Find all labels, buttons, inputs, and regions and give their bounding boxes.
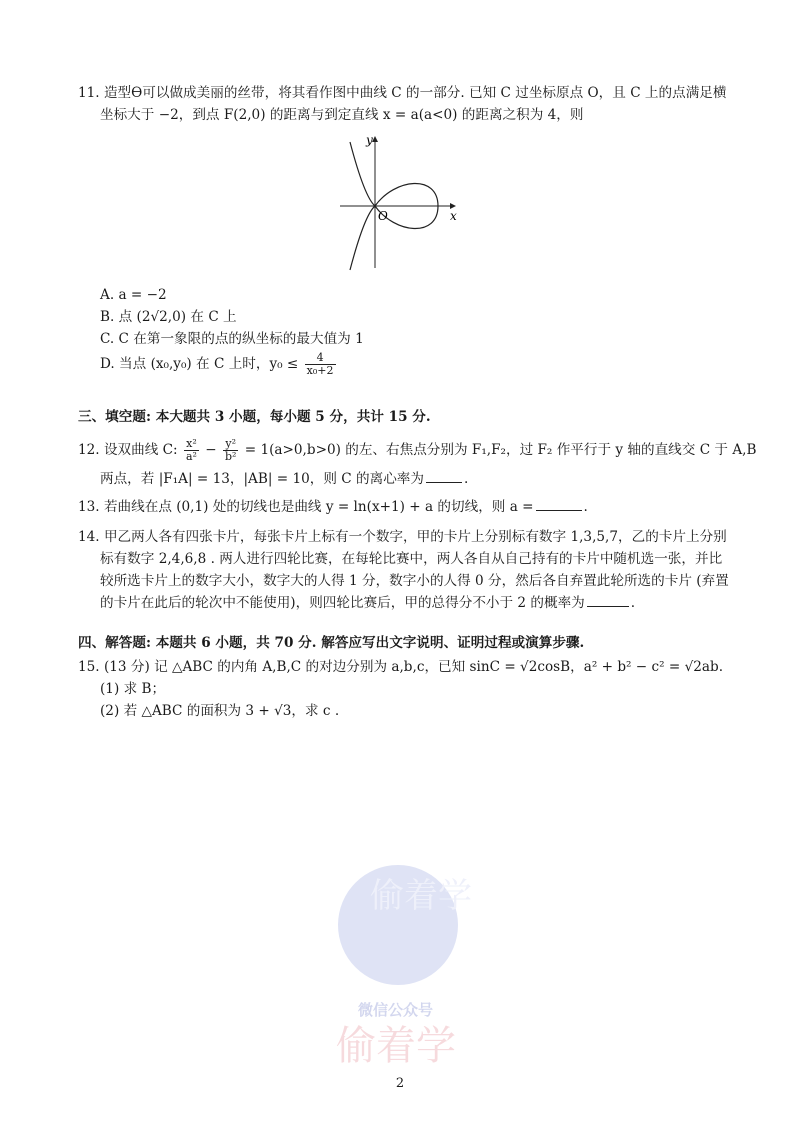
section4-heading: 四、解答题: 本题共 6 小题，共 70 分. 解答应写出文字说明、证明过程或演算步骤.	[78, 635, 585, 651]
q14-line4-text: 的卡片在此后的轮次中不能使用)，则四轮比赛后，甲的总得分不小于 2 的概率为	[100, 595, 585, 611]
origin-label: O	[378, 209, 388, 223]
page-number: 2	[395, 1076, 405, 1091]
q12-fraction-x	[184, 438, 199, 463]
q12-rest: = 1(a>0,b>0) 的左、右焦点分别为 F₁,F₂，过 F₂ 作平行于 y 轴的直线交 C 于 A,B	[244, 442, 757, 458]
section3-heading: 三、填空题: 本大题共 3 小题，每小题 5 分，共计 15 分.	[78, 409, 431, 425]
y-axis-arrow	[372, 136, 378, 142]
q12-prefix: 12. 设双曲线 C:	[78, 442, 178, 458]
watermark-seal-text: 偷着学	[370, 876, 472, 916]
q14-line4	[100, 594, 635, 612]
fraction-denominator: x₀+2	[306, 364, 334, 377]
q14-line3: 较所选卡片上的数字大小，数字大的人得 1 分，数字小的人得 0 分，然后各自弃置此轮所选的卡片 (弃置	[100, 573, 729, 589]
watermark-brand: 偷着学	[336, 1023, 456, 1069]
q12-fraction-y	[223, 438, 238, 463]
q12-line2	[100, 470, 468, 488]
q14-line1: 14. 甲乙两人各有四张卡片，每张卡片上标有一个数字，甲的卡片上分别标有数字 1,3,5,7，乙的卡片上分别	[78, 529, 727, 545]
q12-minus: −	[205, 442, 217, 458]
q11-option-d-fraction	[305, 352, 336, 377]
watermark-logo	[330, 845, 490, 1075]
q11-stem-line1: 11. 造型ϴ可以做成美丽的丝带，将其看作图中曲线 C 的一部分. 已知 C 过坐标原点 O，且 C 上的点满足横	[78, 85, 727, 101]
fraction-denominator: b²	[224, 450, 237, 463]
q11-option-b: B. 点 (2√2,0) 在 C 上	[100, 309, 237, 325]
y-axis-label: y	[366, 133, 373, 147]
q11-option-d	[100, 352, 338, 377]
q11-stem-line2: 坐标大于 −2，到点 F(2,0) 的距离与到定直线 x = a(a<0) 的距离之积为 4，则	[100, 107, 584, 123]
fraction-numerator: 4	[305, 352, 336, 365]
x-axis-label: x	[450, 209, 457, 223]
q13-text: 13. 若曲线在点 (0,1) 处的切线也是曲线 y = ln(x+1) + a 的切线，则 a =	[78, 499, 534, 515]
q11-option-c: C. C 在第一象限的点的纵坐标的最大值为 1	[100, 331, 364, 347]
fraction-numerator: x²	[184, 438, 199, 451]
q15-part1: (1) 求 B；	[100, 681, 166, 697]
watermark-caption: 微信公众号	[358, 1001, 434, 1019]
fraction-numerator: y²	[223, 438, 238, 451]
q13-line	[78, 498, 588, 516]
q13-end: .	[583, 499, 588, 515]
answer-blank[interactable]	[587, 594, 629, 607]
q15-part2: (2) 若 △ABC 的面积为 3 + √3，求 c .	[100, 703, 340, 719]
q11-option-d-text: D. 当点 (x₀,y₀) 在 C 上时，y₀ ≤	[100, 356, 299, 372]
answer-blank[interactable]	[426, 470, 462, 483]
q11-option-a: A. a = −2	[100, 287, 167, 303]
q14-line2: 标有数字 2,4,6,8 . 两人进行四轮比赛，在每轮比赛中，两人各自从自己持有的卡片中随机选一张，并比	[100, 551, 723, 567]
q11-curve-graph	[320, 130, 460, 272]
q12-line1	[78, 438, 756, 463]
fraction-denominator: a²	[185, 450, 197, 463]
q12-line2-text: 两点，若 |F₁A| = 13，|AB| = 10，则 C 的离心率为	[100, 471, 424, 487]
answer-blank[interactable]	[536, 498, 582, 511]
q15-stem: 15. (13 分) 记 △ABC 的内角 A,B,C 的对边分别为 a,b,c，已知 sinC = √2cosB，a² + b² − c² = √2ab.	[78, 659, 724, 675]
q12-line2-end: .	[463, 471, 469, 487]
q14-line4-end: .	[630, 595, 636, 611]
